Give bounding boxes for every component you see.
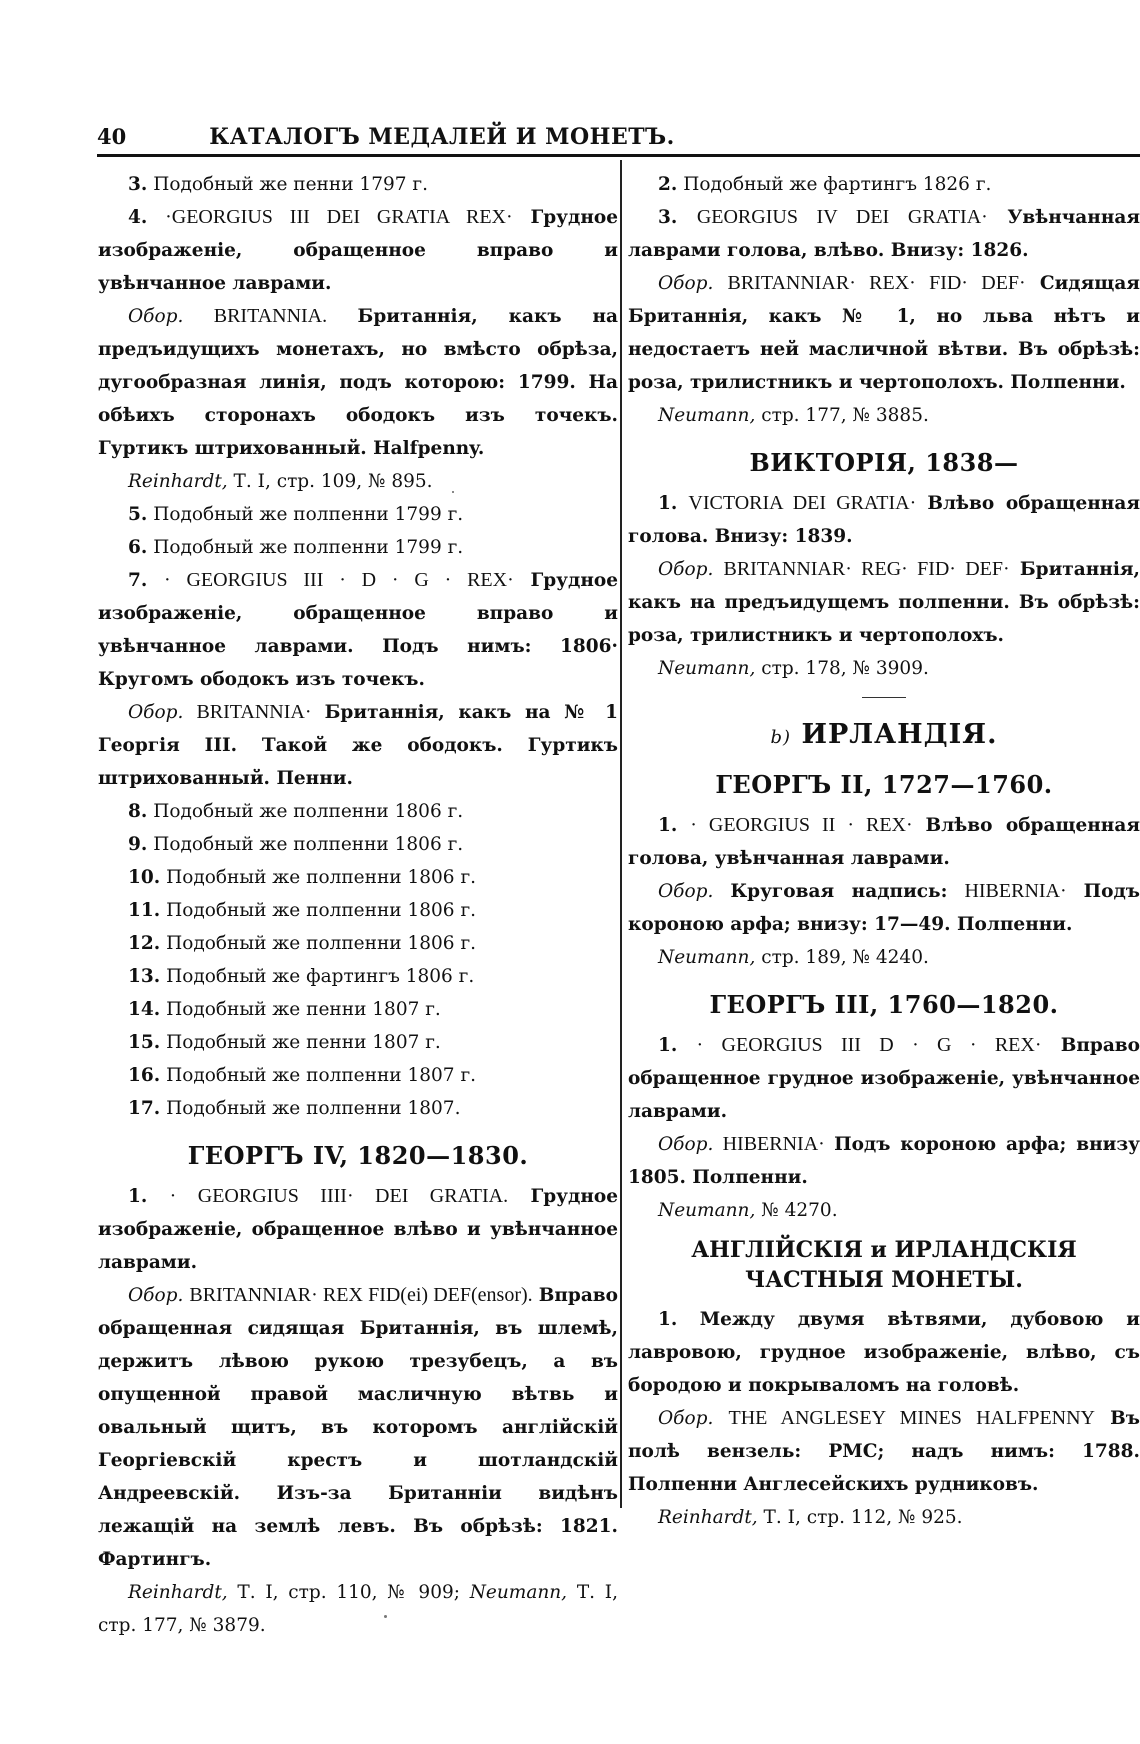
section-heading-george-iii: ГЕОРГЪ III, 1760—1820. [709, 990, 1059, 1019]
section-rule [862, 697, 906, 698]
print-speck [384, 1615, 387, 1618]
george-ii-entry-1: 1. · GEORGIUS II · REX· Влѣво обращенная голова, увѣнчанная лаврами. [628, 814, 1140, 869]
list-item: 11. Подобный же полпенни 1806 г. [128, 900, 477, 921]
george-iv-entry-1: 1. · GEORGIUS IIII· DEI GRATIA. Грудное изображеніе, обращенное влѣво и увѣнчанное лаврами. [98, 1185, 618, 1273]
george-iv-entry-3-obverse: Обор. BRITANNIAR· REX· FID· DEF· Сидящая Британнія, какъ № 1, но льва нѣтъ и недостаетъ ней масличной вѣтви. Въ обрѣзѣ: роза, трилистникъ и чертополохъ. Полпенни. [628, 272, 1140, 393]
entry-7-obverse: Обор. BRITANNIA· Британнія, какъ на № 1 Георгія III. Такой же ободокъ. Гуртикъ штрихованный. Пенни. [98, 701, 618, 789]
right-column [628, 168, 1140, 1534]
page-number: 40 [97, 124, 127, 149]
victoria-entry-1-reference: Neumann, стр. 178, № 3909. [658, 658, 929, 679]
entry-3: 3. Подобный же пенни 1797 г. [128, 174, 428, 195]
list-item: 8. Подобный же полпенни 1806 г. [128, 801, 464, 822]
list-item: 13. Подобный же фартингъ 1806 г. [128, 966, 475, 987]
george-iv-entry-3: 3. GEORGIUS IV DEI GRATIA· Увѣнчанная лаврами голова, влѣво. Внизу: 1826. [628, 206, 1140, 261]
section-heading-george-ii: ГЕОРГЪ II, 1727—1760. [715, 770, 1053, 799]
section-heading-george-iv: ГЕОРГЪ IV, 1820—1830. [187, 1141, 529, 1170]
left-column [98, 168, 618, 1642]
private-entry-1: 1. Между двумя вѣтвями, дубовою и лавровою, грудное изображеніе, влѣво, съ бородою и покрываломъ на головѣ. [628, 1309, 1140, 1396]
entry-7: 7. · GEORGIUS III · D · G · REX· Грудное изображеніе, обращенное вправо и увѣнчанное лаврами. Подъ нимъ: 1806· Кругомъ ободокъ изъ точекъ. [98, 569, 618, 690]
entry-6: 6. Подобный же полпенни 1799 г. [128, 537, 464, 558]
george-iv-entry-1-obverse: Обор. BRITANNIAR· REX FID(ei) DEF(ensor). Вправо обращенная сидящая Британнія, въ шлемѣ, держитъ лѣвою рукою трезубецъ, а въ опущенной правой масличную вѣтвь и овальный щитъ, въ которомъ англійскій Георгіевскій крестъ и шотландскій Андреевскій. Изъ-за Британніи видѣнъ лежащій на землѣ левъ. Въ обрѣзѣ: 1821. Фартингъ. [98, 1284, 618, 1570]
list-item: 9. Подобный же полпенни 1806 г. [128, 834, 464, 855]
list-item: 14. Подобный же пенни 1807 г. [128, 999, 441, 1020]
section-heading-victoria: ВИКТОРІЯ, 1838— [749, 448, 1019, 477]
george-iii-entry-1: 1. · GEORGIUS III D · G · REX· Вправо обращенное грудное изображеніе, увѣнчанное лаврами. [628, 1034, 1140, 1122]
victoria-entry-1-obverse: Обор. BRITANNIAR· REG· FID· DEF· Британнія, какъ на предъидущемъ полпенни. Въ обрѣзѣ: роза, трилистникъ и чертополохъ. [628, 558, 1140, 646]
entry-4-obverse: Обор. BRITANNIA. Британнія, какъ на предъидущихъ монетахъ, но вмѣсто обрѣза, дугообразная линія, подъ которою: 1799. На обѣихъ сторонахъ ободокъ изъ точекъ. Гуртикъ штрихованный. Halfpenny. [98, 305, 618, 459]
print-speck [452, 491, 454, 493]
george-iii-entry-1-reference: Neumann, № 4270. [658, 1200, 838, 1221]
column-divider [620, 160, 622, 1508]
george-iv-entry-1-reference: Reinhardt, Т. I, стр. 110, № 909; Neumann, Т. I, стр. 177, № 3879. [98, 1582, 618, 1636]
header-rule [97, 154, 1140, 157]
victoria-entry-1: 1. VICTORIA DEI GRATIA· Влѣво обращенная голова. Внизу: 1839. [628, 492, 1140, 547]
private-entry-1-obverse: Обор. THE ANGLESEY MINES HALFPENNY Въ полѣ вензель: PMC; надъ нимъ: 1788. Полпенни Англесейскихъ рудниковъ. [628, 1407, 1140, 1495]
private-entry-1-reference: Reinhardt, Т. I, стр. 112, № 925. [658, 1507, 963, 1528]
george-iv-entry-2: 2. Подобный же фартингъ 1826 г. [658, 174, 992, 195]
george-iv-entry-3-reference: Neumann, стр. 177, № 3885. [658, 405, 929, 426]
list-item: 16. Подобный же полпенни 1807 г. [128, 1065, 477, 1086]
list-item: 12. Подобный же полпенни 1806 г. [128, 933, 477, 954]
george-ii-entry-1-obverse: Обор. Круговая надпись: HIBERNIA· Подъ короною арфа; внизу: 17—49. Полпенни. [628, 880, 1140, 935]
george-iii-entry-1-obverse: Обор. HIBERNIA· Подъ короною арфа; внизу 1805. Полпенни. [628, 1133, 1140, 1188]
simple-entries-list [98, 795, 618, 1125]
page-header [97, 124, 1140, 164]
section-heading-ireland: b) ИРЛАНДІЯ. [770, 719, 998, 750]
running-title: КАТАЛОГЪ МЕДАЛЕЙ И МОНЕТЪ. [209, 124, 675, 150]
george-ii-entry-1-reference: Neumann, стр. 189, № 4240. [658, 947, 929, 968]
list-item: 10. Подобный же полпенни 1806 г. [128, 867, 477, 888]
entry-4-reference: Reinhardt, Т. I, стр. 109, № 895. [128, 471, 433, 492]
section-heading-private-coins: АНГЛІЙСКІЯ и ИРЛАНДСКІЯ ЧАСТНЫЯ МОНЕТЫ. [691, 1237, 1077, 1293]
list-item: 17. Подобный же полпенни 1807. [128, 1098, 461, 1119]
entry-4: 4. ·GEORGIUS III DEI GRATIA REX· Грудное изображеніе, обращенное вправо и увѣнчанное лаврами. [98, 206, 618, 294]
entry-5: 5. Подобный же полпенни 1799 г. [128, 504, 464, 525]
list-item: 15. Подобный же пенни 1807 г. [128, 1032, 441, 1053]
